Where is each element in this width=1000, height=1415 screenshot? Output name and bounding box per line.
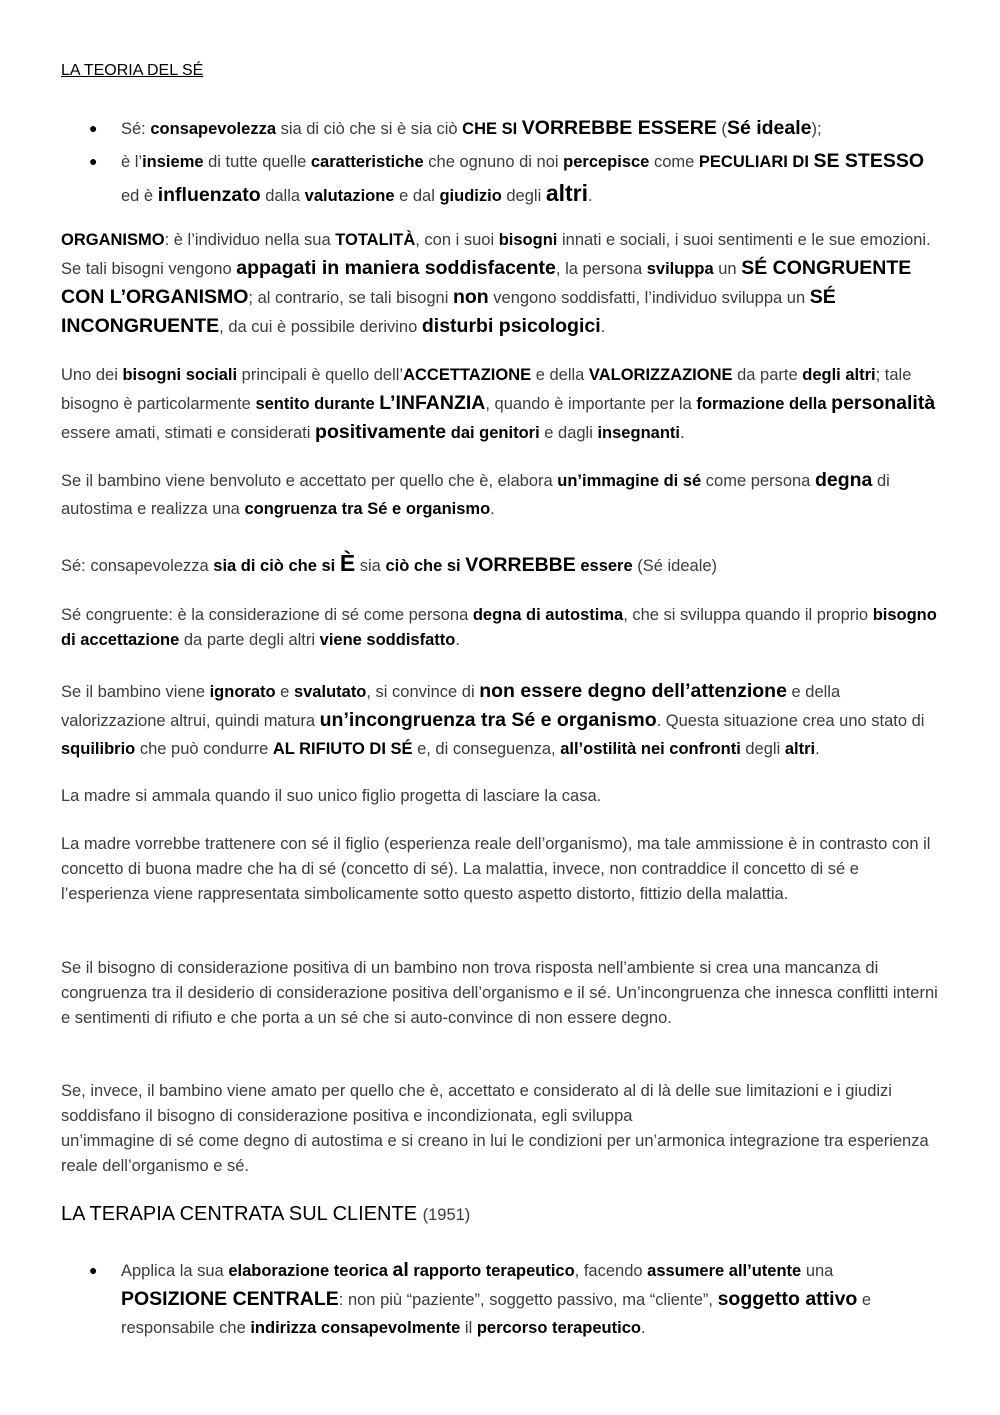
bullet-icon: ● [89,153,98,169]
bullet-list-self [61,114,941,212]
list-item: ● è l’insieme di tutte quelle caratteristiche che ognuno di noi percepisce come PECULIARI DI SE STESSO ed è influenzato dalla valutazione e dal giudizio degli altri. [61,146,941,212]
list-item: ● Applica la sua elaborazione teorica al rapporto terapeutico, facendo assumere all’utente una POSIZIONE CENTRALE: non più “paziente”, soggetto passivo, ma “cliente”, soggetto attivo e responsabile che indirizza consapevolmente il percorso terapeutico. [61,1256,941,1342]
page-title: LA TEORIA DEL SÉ [61,62,204,79]
paragraph-madre-trattenere: La madre vorrebbe trattenere con sé il figlio (esperienza reale dell’organismo), ma tale ammissione è in contrasto con il concetto di buona madre che ha di sé (concetto di sé). La malattia, invece, non contraddice il concetto di sé e l’esperienza viene rappresentata simbolicamente sotto questo aspetto distorto, fittizio della malattia. [61,835,931,903]
bullet-icon: ● [89,120,98,136]
bullet-icon: ● [89,1262,98,1278]
paragraph-bambino-amato: Se, invece, il bambino viene amato per quello che è, accettato e considerato al di là delle sue limitazioni e i giudizi soddisfano il bisogno di considerazione positiva e incondizionata, egli sviluppa un’immagine di sé come degno di autostima e si creano in lui le condizioni per un’armonica integrazione tra esperienza reale dell’organismo e sé. [61,1082,929,1175]
paragraph-organismo: ORGANISMO: è l’individuo nella sua TOTALITÀ, con i suoi bisogni innati e sociali, i suoi sentimenti e le sue emozioni. Se tali bisogni vengono appagati in maniera soddisfacente, la persona sviluppa un SÉ CONGRUENTE CON L’ORGANISMO; al contrario, se tali bisogni non vengono soddisfatti, l’individuo sviluppa un SÉ INCONGRUENTE, da cui è possibile derivino disturbi psicologici. [61,231,931,337]
section-heading: LA TERAPIA CENTRATA SUL CLIENTE (1951) [61,1203,471,1225]
paragraph-bambino-ignorato: Se il bambino viene ignorato e svalutato, si convince di non essere degno dell’attenzione e della valorizzazione altrui, quindi matura un’incongruenza tra Sé e organismo. Questa situazione crea uno stato di squilibrio che può condurre AL RIFIUTO DI SÉ e, di conseguenza, all’ostilità nei confronti degli altri. [61,680,925,758]
list-item: ● Sé: consapevolezza sia di ciò che si è sia ciò CHE SI VORREBBE ESSERE (Sé ideale); [61,114,941,143]
bullet-list-terapia [61,1256,941,1342]
paragraph-bisogno-considerazione: Se il bisogno di considerazione positiva di un bambino non trova risposta nell’ambiente si crea una mancanza di congruenza tra il desiderio di considerazione positiva dell’organismo e il sé. Un’incongruenza che innesca conflitti interni e sentimenti di rifiuto e che porta a un sé che si auto-convince di non essere degno. [61,959,938,1027]
paragraph-se-congruente: Sé congruente: è la considerazione di sé come persona degna di autostima, che si sviluppa quando il proprio bisogno di accettazione da parte degli altri viene soddisfatto. [61,606,937,649]
paragraph-bambino-benvoluto: Se il bambino viene benvoluto e accettato per quello che è, elabora un’immagine di sé come persona degna di autostima e realizza una congruenza tra Sé e organismo. [61,469,890,518]
paragraph-bisogni-sociali: Uno dei bisogni sociali principali è quello dell’ACCETTAZIONE e della VALORIZZAZIONE da parte degli altri; tale bisogno è particolarmente sentito durante L’INFANZIA, quando è importante per la formazione della personalità essere amati, stimati e considerati positivamente dai genitori e dagli insegnanti. [61,366,936,443]
paragraph-se-definizione: Sé: consapevolezza sia di ciò che si È sia ciò che si VORREBBE essere (Sé ideale) [61,550,718,576]
paragraph-madre-ammala: La madre si ammala quando il suo unico figlio progetta di lasciare la casa. [61,787,602,805]
